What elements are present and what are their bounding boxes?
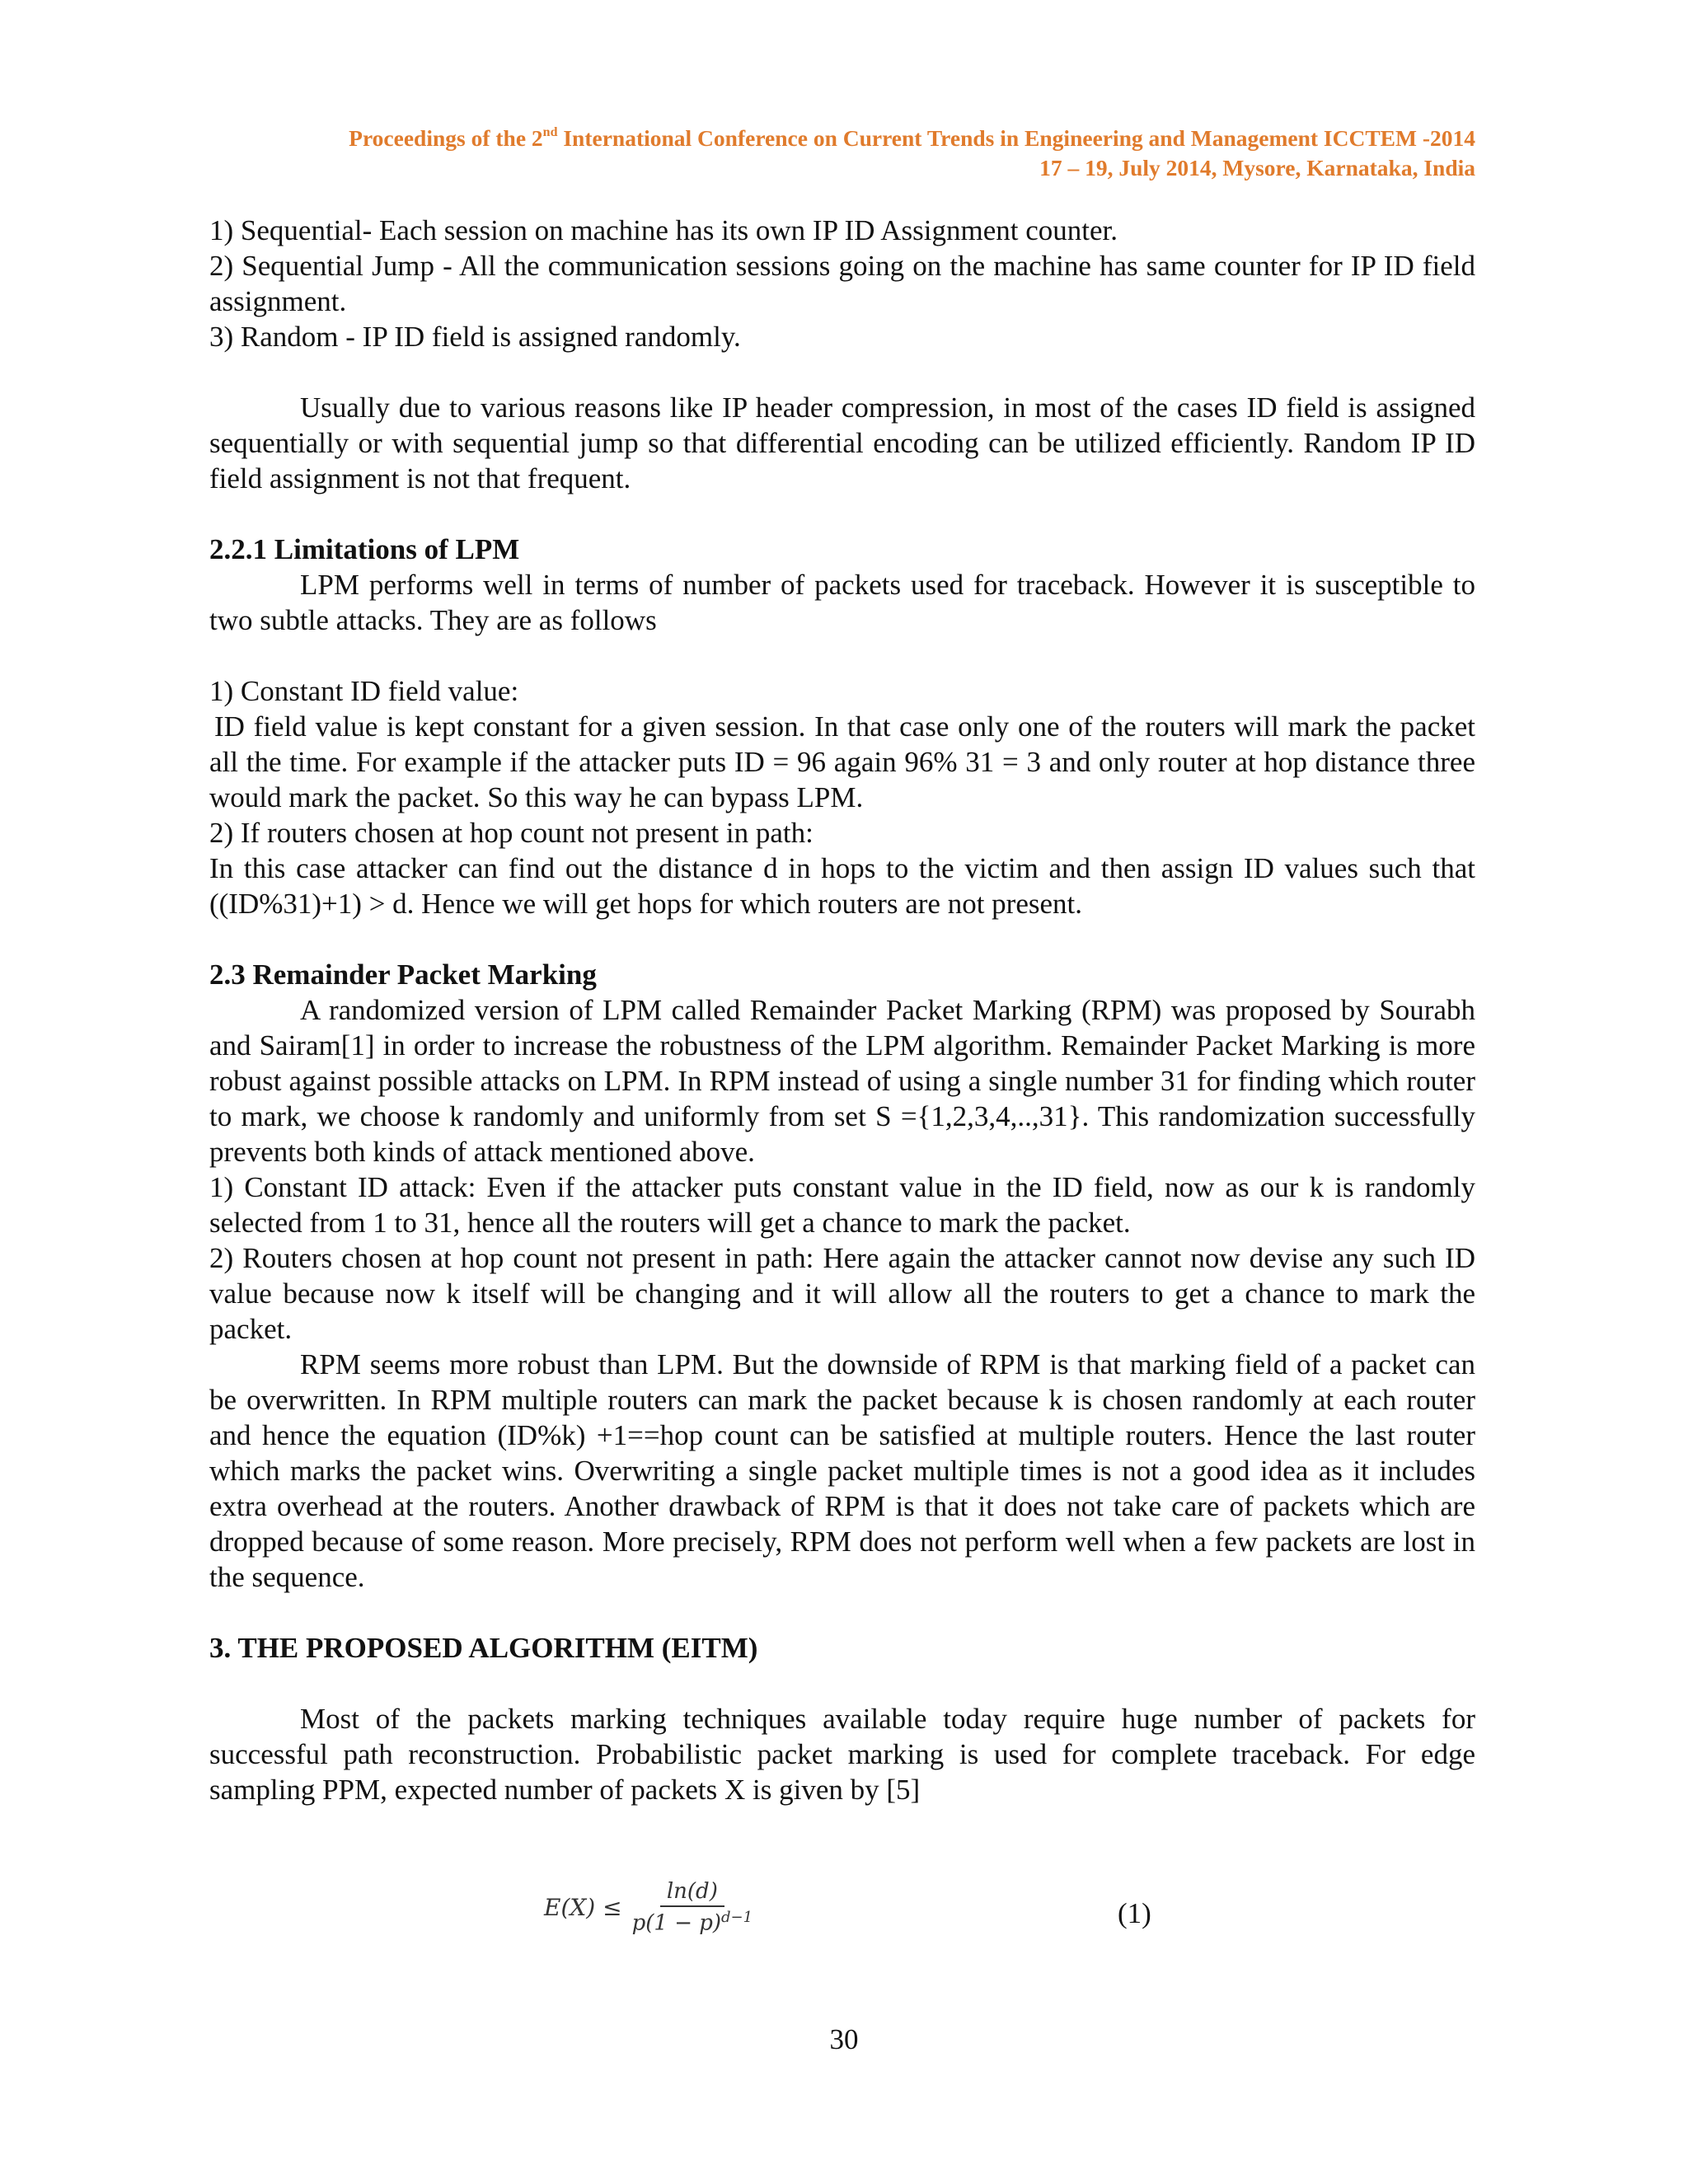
paragraph: RPM seems more robust than LPM. But the downside of RPM is that marking field of a packet can be overwritten. In RPM multiple routers can mark the packet because k is chosen randomly at each router and hence the equation (ID%k) +1==hop count can be satisfied at multiple routers. Hence the last router which marks the packet wins. Overwriting a single packet multiple times is not a good idea as it includes extra overhead at the routers. Another drawback of RPM is that it does not take care of packets which are dropped because of some reason. More precisely, RPM does not perform well when a few packets are lost in the sequence. (209, 1348, 1475, 1593)
list-item: 2) Routers chosen at hop count not present in path: Here again the attacker cannot now devise any such ID value because now k itself will be changing and it will allow all the routers to get a chance to mark the packet. (209, 1242, 1475, 1345)
header-line-2: 17 – 19, July 2014, Mysore, Karnataka, India (1039, 155, 1475, 180)
equation-denominator: $p(1 - p)^{d-1}$ (631, 1909, 753, 1936)
paragraph: LPM performs well in terms of number of packets used for traceback. However it is susceptible to two subtle attacks. They are as follows (209, 569, 1475, 636)
conference-header (209, 124, 1475, 183)
equation-numerator: ln(d) (660, 1879, 724, 1907)
equation-exponent: d−1 (721, 1909, 753, 1926)
list-item: 2) Sequential Jump - All the communication sessions going on the machine has same counter for IP ID field assignment. (209, 250, 1475, 317)
header-line-1: Proceedings of the 2nd International Conference on Current Trends in Engineering and Management ICCTEM -2014 (349, 125, 1475, 151)
list-item: 3) Random - IP ID field is assigned randomly. (209, 321, 741, 353)
list-item: 1) Sequential- Each session on machine has its own IP ID Assignment counter. (209, 214, 1118, 246)
paragraph: A randomized version of LPM called Remainder Packet Marking (RPM) was proposed by Sourabh and Sairam[1] in order to increase the robustness of the LPM algorithm. Remainder Packet Marking is more robust against possible attacks on LPM. In RPM instead of using a single number 31 for finding which router to mark, we choose k randomly and uniformly from set S ={1,2,3,4,..,31}. This randomization successfully prevents both kinds of attack mentioned above. (209, 994, 1475, 1168)
equation-lhs: E(X) ≤ (544, 1893, 622, 1921)
paragraph: In this case attacker can find out the distance d in hops to the victim and then assign ID values such that ((ID%31)+1) > d. Hence we will get hops for which routers are not present. (209, 852, 1475, 920)
page-body (209, 213, 1475, 1807)
section-heading: 3. THE PROPOSED ALGORITHM (EITM) (209, 1632, 758, 1664)
list-item-title: 1) Constant ID field value: (209, 675, 519, 707)
equation-fraction (632, 1879, 753, 1936)
equation-expression (544, 1879, 753, 1936)
equation-1 (544, 1879, 1533, 1936)
list-item: 1) Constant ID attack: Even if the attacker puts constant value in the ID field, now as our k is randomly selected from 1 to 31, hence all the routers will get a chance to mark the packet. (209, 1171, 1475, 1239)
paragraph: Usually due to various reasons like IP header compression, in most of the cases ID field is assigned sequentially or with sequential jump so that differential encoding can be utilized efficiently. Random IP ID field assignment is not that frequent. (209, 391, 1475, 494)
section-heading: 2.2.1 Limitations of LPM (209, 533, 520, 565)
section-heading: 2.3 Remainder Packet Marking (209, 958, 597, 991)
page-number: 30 (829, 2023, 859, 2055)
list-item-title: 2) If routers chosen at hop count not present in path: (209, 817, 814, 849)
paragraph: Most of the packets marking techniques available today require huge number of packets for successful path reconstruction. Probabilistic packet marking is used for complete traceback. For edge sampling PPM, expected number of packets X is given by [5] (209, 1703, 1475, 1806)
equation-number: (1) (1118, 1897, 1151, 1929)
paragraph: ID field value is kept constant for a given session. In that case only one of the routers will mark the packet all the time. For example if the attacker puts ID = 96 again 96% 31 = 3 and only router at hop distance three would mark the packet. So this way he can bypass LPM. (209, 710, 1475, 813)
